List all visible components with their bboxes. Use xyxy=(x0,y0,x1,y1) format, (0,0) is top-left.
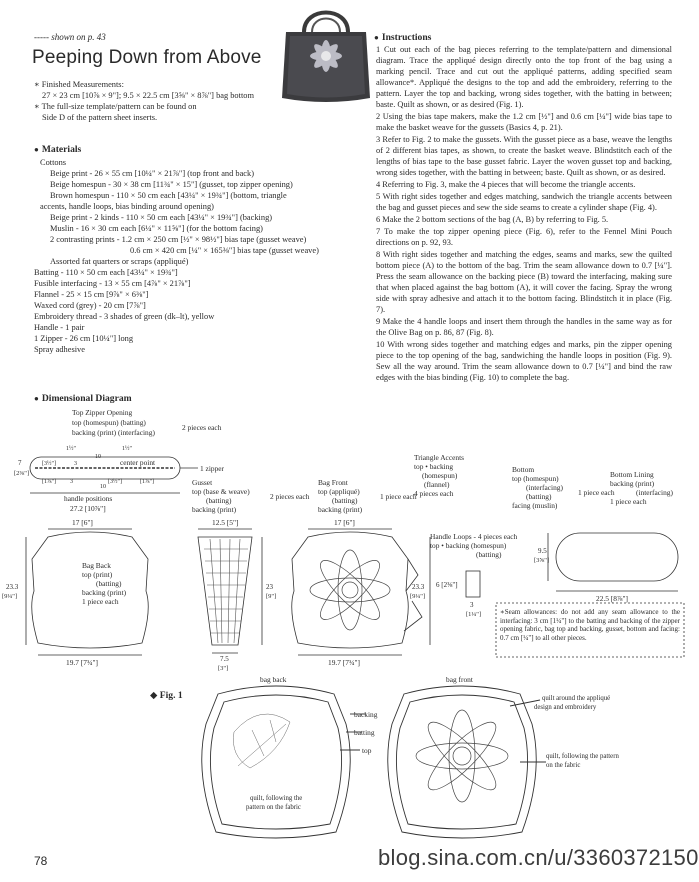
loops-title: Handle Loops - 4 pieces each xyxy=(430,532,518,541)
loops-h: 6 [2⅜"] xyxy=(436,581,458,589)
instruction-step: 9 Make the 4 handle loops and insert them through the handles in the same way as for the Olive Bag on p. 86, 87 (Fig. 8). xyxy=(376,317,672,337)
fig1-batting-label: batting xyxy=(354,728,375,737)
pattern-note: ∗ The full-size template/pattern can be found on xyxy=(34,102,197,111)
fig1-quilt-left: quilt, following the xyxy=(250,795,303,802)
lining-height-in: [3⅝"] xyxy=(534,557,550,564)
front-height-in: [9¼"] xyxy=(410,593,426,600)
loops-w-in: [1¼"] xyxy=(466,611,482,618)
material-item: 2 contrasting prints - 1.2 cm × 250 cm [½" × 98½"] bias tape (gusset weave) xyxy=(50,235,307,244)
handle-loop-shape xyxy=(466,571,480,597)
gusset-count: 2 pieces each xyxy=(270,492,310,501)
fig1-top-label: top xyxy=(362,746,372,755)
front-count: 1 piece each xyxy=(380,492,417,501)
zipper-m3: 10 xyxy=(95,454,101,460)
fig1-front-outer xyxy=(388,686,536,838)
instructions-heading: ● Instructions xyxy=(374,32,432,43)
instruction-step: 3 Refer to Fig. 2 to make the gussets. With the gusset piece as a base, weave the lengths of 2 different bias tapes, as shown, to create the basket weave. Blindstitch each of the lengths of bias tape to the base gusset fabric. Layer the woven gusset top and backing, wrong sides together, with the batting in between; baste. Quilt as shown, or as desired. xyxy=(376,135,672,177)
material-item: Fusible interfacing - 13 × 55 cm [4⅞" × 21⅞"] xyxy=(34,279,191,288)
fig1-front-flower xyxy=(416,710,508,802)
fig1-diagram xyxy=(190,672,619,848)
loops-l2: (batting) xyxy=(476,550,502,559)
bottom-l2: (interfacing) xyxy=(526,483,563,492)
back-l2: (batting) xyxy=(96,579,122,588)
back-l1: top (print) xyxy=(82,570,113,579)
fig1-quilt-applique2: design and embroidery xyxy=(534,704,597,711)
triangle-l2: (homespun) xyxy=(422,471,458,480)
zipper-m8: 3 xyxy=(70,479,73,485)
lining-l3: 1 piece each xyxy=(610,497,647,506)
fig1-quilt-applique: quilt around the appliqué xyxy=(542,695,611,702)
instruction-step: 7 To make the top zipper opening piece (Fig. 6), refer to the Fennel Mini Pouch directions on p. 92, 93. xyxy=(376,227,672,247)
front-title: Bag Front xyxy=(318,478,348,487)
lining-l2: (interfacing) xyxy=(636,488,673,497)
back-width-top-label: 17 [6"] xyxy=(72,518,93,527)
material-item: Brown homespun - 110 × 50 cm each [43¼" × 19¾"] (bottom, triangle xyxy=(50,191,287,200)
zipper-label: 1 zipper xyxy=(200,464,225,473)
material-item: 1 Zipper - 26 cm [10¼"] long xyxy=(34,334,134,343)
material-item: Waxed cord (grey) - 20 cm [7⅞"] xyxy=(34,301,146,310)
material-item: accents, handle loops, bias binding around opening) xyxy=(40,202,214,211)
finished-label: ∗ Finished Measurements: xyxy=(34,80,124,89)
zipper-count: 2 pieces each xyxy=(182,423,222,432)
zipper-m5: 3 xyxy=(74,461,77,467)
materials-heading: ● Materials xyxy=(34,144,82,155)
instruction-step: 10 With wrong sides together and matching edges and marks, pin the zipper opening piece to the top opening of the bag, sandwiching the handle loops in position (Fig. 9). Sew all the way around. Trim the seam allowance down to 0.7 [¼"] and bind the raw edges with the bias binding (Fig. 10) to complete the bag. xyxy=(376,340,672,382)
fig1-quilt-left2: pattern on the fabric xyxy=(246,804,301,811)
seam-allowance-note: ∗Seam allowances: do not add any seam allowance to the interfacing: 3 cm [1¼"] to the batting and backing of the zipper opening fabric, bag top and backing, gusset, bottom and facing: 0.7 cm [¼"] to all other pieces. xyxy=(500,608,680,642)
fig1-bag-back-label: bag back xyxy=(260,675,287,684)
zipper-m4: [3½"] xyxy=(42,461,56,467)
gusset-width-top-label: 12.5 [5"] xyxy=(212,518,239,527)
gusset-l1: top (base & weave) xyxy=(192,487,250,496)
zipper-line2: backing (print) (interfacing) xyxy=(72,428,155,437)
material-item: Handle - 1 pair xyxy=(34,323,85,332)
instruction-step: 5 With right sides together and edges matching, sandwich the triangle accents between the bag and gusset pieces and sew the side seams to create a cylinder shape (Fig. 4). xyxy=(376,192,672,212)
fig1-bag-front-label: bag front xyxy=(446,675,473,684)
lining-width: 22.5 [8⅞"] xyxy=(596,594,628,603)
shown-on-page-ref: ----- shown on p. 43 xyxy=(34,32,106,42)
loops-l1: top • backing (homespun) xyxy=(430,541,507,550)
fig1-front-inner xyxy=(396,695,527,829)
front-width-top-label: 17 [6"] xyxy=(334,518,355,527)
lining-l1: backing (print) xyxy=(610,479,655,488)
dimensional-diagram xyxy=(0,405,690,685)
triangle-l1: top • backing xyxy=(414,462,454,471)
material-item: Beige print - 2 kinds - 110 × 50 cm each [43¼" × 19¾"] (backing) xyxy=(50,213,273,222)
instruction-step: 2 Using the bias tape makers, make the 1.2 cm [½"] and 0.6 cm [¼"] wide bias tape to make the basket weave for the gussets (Basics 4, p. 21). xyxy=(376,112,672,132)
fig1-back-quilting xyxy=(233,714,290,768)
instruction-step: 6 Make the 2 bottom sections of the bag (A, B) by referring to Fig. 5. xyxy=(376,215,609,224)
zipper-line1: top (homespun) (batting) xyxy=(72,418,146,427)
material-item: Embroidery thread - 3 shades of green (dk–lt), yellow xyxy=(34,312,215,321)
front-l2: (batting) xyxy=(332,496,358,505)
back-width-bottom-label: 19.7 [7¾"] xyxy=(66,658,98,667)
bottom-count: 1 piece each xyxy=(578,488,615,497)
bottom-lining-shape xyxy=(556,533,678,581)
front-width-bottom-label: 19.7 [7¾"] xyxy=(328,658,360,667)
gusset-height: 23 xyxy=(266,583,273,591)
bottom-title: Bottom xyxy=(512,465,535,474)
instruction-step: 4 Referring to Fig. 3, make the 4 pieces that will become the triangle accents. xyxy=(376,180,636,189)
dimensional-diagram-heading: ● Dimensional Diagram xyxy=(34,393,132,404)
material-item: Beige print - 26 × 55 cm [10¼" × 21⅞"] (top front and back) xyxy=(50,169,254,178)
fig1-heading: ◆ Fig. 1 xyxy=(150,690,183,701)
front-applique-flower xyxy=(310,550,390,630)
material-item: Assorted fat quarters or scraps (appliqué) xyxy=(50,257,189,266)
fig1-back-outer xyxy=(202,686,350,838)
back-height: 23.3 xyxy=(6,583,19,591)
material-item: Cottons xyxy=(40,158,67,167)
gusset-weave-pattern xyxy=(204,539,248,643)
back-l4: 1 piece each xyxy=(82,597,119,606)
material-item: Flannel - 25 × 15 cm [9⅞" × 6⅜"] xyxy=(34,290,149,299)
material-item: 0.6 cm × 420 cm [¼" × 165⅜"] bias tape (gusset weave) xyxy=(130,246,319,255)
lining-height: 9.5 xyxy=(538,547,547,555)
gusset-width-bottom-in: [3"] xyxy=(218,665,229,672)
watermark-url: blog.sina.com.cn/u/3360372150 xyxy=(378,845,699,870)
zipper-title: Top Zipper Opening xyxy=(72,408,133,417)
zipper-handle-positions: handle positions xyxy=(64,494,113,503)
triangle-l4: 4 pieces each xyxy=(414,489,454,498)
material-item: Muslin - 16 × 30 cm each [6¼" × 11⅝"] (for the bottom facing) xyxy=(50,224,263,233)
back-l3: backing (print) xyxy=(82,588,127,597)
gusset-title: Gusset xyxy=(192,478,213,487)
material-item: Spray adhesive xyxy=(34,345,85,354)
zipper-width: 27.2 [10⅞"] xyxy=(70,504,106,513)
gusset-height-in: [9"] xyxy=(266,593,277,600)
zipper-center-point: center point xyxy=(120,458,156,467)
bag-photo xyxy=(280,2,372,106)
zipper-m9: [1⅞"] xyxy=(140,479,154,485)
zipper-m7: [1⅞"] xyxy=(42,479,56,485)
back-title: Bag Back xyxy=(82,561,111,570)
bottom-l1: top (homespun) xyxy=(512,474,559,483)
front-l1: top (appliqué) xyxy=(318,487,360,496)
material-item: Batting - 110 × 50 cm each [43¼" × 19¾"] xyxy=(34,268,178,277)
instruction-step: 1 Cut out each of the bag pieces referring to the template/pattern and dimensional diagram. Trace the appliqué design directly onto the top front of the bag using a marking pencil. Trace and cut out the appliqué patterns, adding specified seam allowance*. Appliqué the designs to the top and add the embroidery, referring to the pattern. Layer the top and backing, wrong sides together, with the batting in between; baste. Quilt as shown, or as desired (Fig. 1). xyxy=(376,45,672,109)
page-number: 78 xyxy=(34,854,48,868)
gusset-l2: (batting) xyxy=(206,496,232,505)
zipper-m10: [3½"] xyxy=(108,479,122,485)
front-height: 23.3 xyxy=(412,583,425,591)
fig1-backing-label: backing xyxy=(354,710,378,719)
zipper-m6: 10 xyxy=(100,484,106,490)
zipper-dim-7-in: [2⅜"] xyxy=(14,470,30,477)
material-item: Beige homespun - 30 × 38 cm [11¾" × 15"] (gusset, top zipper opening) xyxy=(50,180,293,189)
bag-front-shape xyxy=(292,532,409,648)
gusset-width-bottom-label: 7.5 xyxy=(220,655,229,663)
bottom-l4: facing (muslin) xyxy=(512,501,558,510)
fig1-quilt-right: quilt, following the pattern xyxy=(546,753,619,760)
instructions-list xyxy=(376,44,672,384)
zipper-dim-7: 7 xyxy=(18,459,22,467)
front-l3: backing (print) xyxy=(318,505,363,514)
triangle-l3: (flannel) xyxy=(424,480,450,489)
triangle-title: Triangle Accents xyxy=(414,453,465,462)
fig1-quilt-right2: on the fabric xyxy=(546,762,581,769)
materials-list xyxy=(34,157,370,355)
page-title: Peeping Down from Above xyxy=(32,47,262,68)
lining-title: Bottom Lining xyxy=(610,470,654,479)
zipper-m2: 1½" xyxy=(122,446,132,452)
finished-size: 27 × 23 cm [10⅞ × 9"]; 9.5 × 22.5 cm [3⅝" × 8⅞"] bag bottom xyxy=(42,91,254,100)
gusset-l3: backing (print) xyxy=(192,505,237,514)
instruction-step: 8 With right sides together and matching the edges, seams and marks, sew the quilted bottom piece (A) to the bottom of the bag. Trim the seam allowance down to 0.7 [¼"]. Press the seam allowance on the backing piece (B) toward the interfacing, making sure that when placed against the bag bottom (A), it will cover the facing. Spray the wrong side with spray adhesive and attach it to the bottom facing. Blindstitch it in place (Fig. 7). xyxy=(376,250,672,314)
gusset-shape xyxy=(198,537,252,645)
back-height-in: [9¼"] xyxy=(2,593,18,600)
loops-w: 3 xyxy=(470,601,474,609)
pattern-note-side: Side D of the pattern sheet inserts. xyxy=(42,113,158,122)
zipper-m1: 1½" xyxy=(66,446,76,452)
bottom-l3: (batting) xyxy=(526,492,552,501)
